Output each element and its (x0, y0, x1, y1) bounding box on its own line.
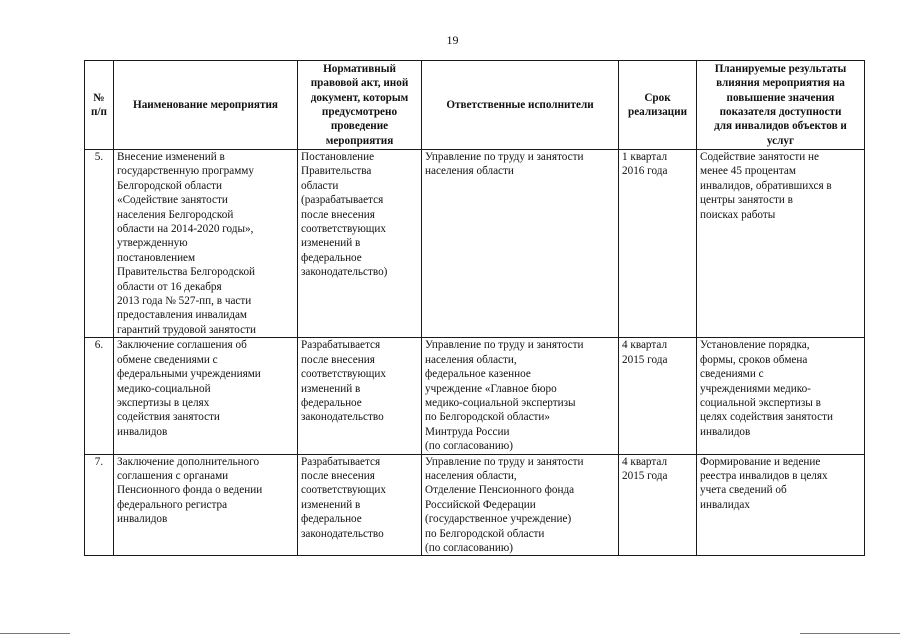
cell-text-line: соответствующих (301, 484, 387, 497)
cell-text-line: Заключение дополнительного (117, 455, 260, 468)
cell-text-line: по Белгородской области» (425, 411, 551, 424)
row-number: 7. (85, 454, 114, 556)
scan-edge-mark (800, 633, 900, 634)
cell-text-line: федеральное (301, 396, 362, 409)
table-row (85, 150, 865, 338)
cell-text-line: «Содействие занятости (117, 194, 228, 207)
implementation-term (619, 338, 697, 454)
cell-text-line: формы, сроков обмена (700, 353, 808, 366)
responsible-executors (422, 338, 619, 454)
implementation-term (619, 150, 697, 338)
cell-text-line: федеральное (301, 251, 362, 264)
cell-text-line: Ответственные исполнители (446, 98, 594, 111)
cell-text-line: влияния мероприятия на (716, 77, 845, 90)
cell-text-line: Разрабатывается (301, 455, 381, 468)
cell-text-line: Постановление (301, 151, 375, 163)
responsible-executors (422, 150, 619, 338)
header-result (697, 61, 865, 150)
cell-text-line: № (93, 91, 105, 104)
table-row (85, 338, 865, 454)
cell-text-line: соответствующих (301, 223, 387, 236)
cell-text-line: реестра инвалидов в целях (700, 469, 828, 482)
cell-text-line: медико-социальной (117, 382, 211, 395)
cell-text-line: гарантий трудовой занятости (117, 323, 256, 336)
cell-text-line: Правительства (301, 165, 372, 178)
measure-name (114, 454, 298, 556)
cell-text-line: показателя доступности (719, 106, 842, 118)
cell-text-line: правовой акт, иной (310, 77, 409, 90)
cell-text-line: Содействие занятости не (700, 151, 819, 163)
page-number: 19 (446, 33, 459, 47)
cell-text-line: обмене сведениями с (117, 353, 218, 366)
cell-text-line: изменений в (301, 237, 361, 250)
row-number: 6. (85, 338, 114, 454)
cell-text-line: центры занятости в (700, 194, 793, 207)
cell-text-line: области от 16 декабря (117, 280, 222, 293)
header-act (298, 61, 422, 150)
legal-act (298, 150, 422, 338)
cell-text-line: федеральное казенное (425, 368, 531, 381)
cell-text-line: инвалидах (700, 498, 750, 511)
cell-text-line: Управление по труду и занятости (425, 151, 584, 163)
cell-text-line: Белгородской области (117, 179, 223, 192)
cell-text-line: Наименование мероприятия (133, 98, 278, 111)
implementation-term (619, 454, 697, 556)
cell-text-line: Отделение Пенсионного фонда (425, 484, 575, 497)
cell-text-line: законодательство (301, 527, 384, 540)
header-term (619, 61, 697, 150)
cell-text-line: области на 2014-2020 годы», (117, 223, 254, 236)
cell-text-line: по Белгородской области (425, 527, 545, 540)
cell-text-line: медико-социальной экспертизы (425, 396, 576, 409)
cell-text-line: Внесение изменений в (117, 151, 225, 163)
cell-text-line: повышение значения (726, 91, 835, 104)
cell-text-line: 2015 года (622, 469, 668, 482)
cell-text-line: после внесения (301, 353, 375, 366)
cell-text-line: населения области, (425, 353, 517, 366)
cell-text-line: федерального регистра (117, 498, 228, 511)
cell-text-line: соглашения с органами (117, 469, 229, 482)
cell-text-line: Планируемые результаты (714, 62, 847, 75)
cell-text-line: целях содействия занятости (700, 411, 833, 424)
cell-text-line: Разрабатывается (301, 339, 381, 352)
cell-text-line: учета сведений об (700, 484, 787, 497)
cell-text-line: (разрабатывается (301, 194, 384, 207)
cell-text-line: учреждениями медико- (700, 382, 811, 395)
header-num (85, 61, 114, 150)
cell-text-line: содействия занятости (117, 411, 220, 424)
cell-text-line: 2013 года № 527-пп, в части (117, 295, 252, 308)
cell-text-line: законодательство (301, 411, 384, 424)
cell-text-line: для инвалидов объектов и (714, 120, 847, 133)
legal-act (298, 454, 422, 556)
cell-text-line: 4 квартал (622, 339, 668, 352)
cell-text-line: п/п (90, 106, 107, 118)
measure-name (114, 150, 298, 338)
table-header-row (85, 61, 865, 150)
cell-text-line: после внесения (301, 208, 375, 221)
cell-text-line: реализации (627, 106, 688, 118)
cell-text-line: (по согласованию) (425, 541, 513, 554)
cell-text-line: сведениями с (700, 368, 764, 381)
cell-text-line: утвержденную (117, 237, 188, 250)
cell-text-line: экспертизы в целях (117, 396, 210, 409)
cell-text-line: законодательство) (301, 266, 388, 279)
cell-text-line: соответствующих (301, 368, 387, 381)
cell-text-line: мероприятия (325, 134, 394, 147)
cell-text-line: Российской Федерации (425, 498, 536, 511)
cell-text-line: государственную программу (117, 165, 254, 178)
cell-text-line: учреждение «Главное бюро (425, 382, 557, 395)
cell-text-line: Правительства Белгородской (117, 266, 256, 279)
row-number: 5. (85, 150, 114, 338)
cell-text-line: документ, которым (310, 91, 409, 104)
cell-text-line: Управление по труду и занятости (425, 455, 584, 468)
cell-text-line: населения области (425, 165, 514, 178)
legal-act (298, 338, 422, 454)
cell-text-line: населения области, (425, 469, 517, 482)
cell-text-line: 1 квартал (622, 151, 668, 163)
cell-text-line: социальной экспертизы в (700, 396, 821, 409)
cell-text-line: изменений в (301, 382, 361, 395)
cell-text-line: Заключение соглашения об (117, 339, 247, 352)
planned-result (697, 338, 865, 454)
cell-text-line: инвалидов (117, 513, 168, 526)
cell-text-line: инвалидов, обратившихся в (700, 179, 832, 192)
cell-text-line: Пенсионного фонда о ведении (117, 484, 263, 497)
cell-text-line: (по согласованию) (425, 440, 513, 453)
cell-text-line: постановлением (117, 251, 196, 264)
cell-text-line: 4 квартал (622, 455, 668, 468)
header-name (114, 61, 298, 150)
cell-text-line: Управление по труду и занятости (425, 339, 584, 352)
table-row (85, 454, 865, 556)
cell-text-line: 2016 года (622, 165, 668, 178)
planned-result (697, 454, 865, 556)
cell-text-line: федеральными учреждениями (117, 368, 261, 381)
cell-text-line: (государственное учреждение) (425, 513, 572, 526)
cell-text-line: после внесения (301, 469, 375, 482)
scan-edge-mark (0, 633, 70, 634)
cell-text-line: изменений в (301, 498, 361, 511)
cell-text-line: предусмотрено (321, 106, 398, 118)
cell-text-line: проведение (330, 120, 389, 133)
cell-text-line: менее 45 процентам (700, 165, 796, 178)
cell-text-line: Формирование и ведение (700, 455, 821, 468)
cell-text-line: Нормативный (323, 62, 396, 75)
responsible-executors (422, 454, 619, 556)
cell-text-line: Срок (644, 91, 671, 104)
planned-result (697, 150, 865, 338)
cell-text-line: инвалидов (117, 425, 168, 438)
measures-table (84, 60, 865, 556)
cell-text-line: области (301, 179, 339, 192)
cell-text-line: Минтруда России (425, 425, 510, 438)
measure-name (114, 338, 298, 454)
cell-text-line: 2015 года (622, 353, 668, 366)
cell-text-line: населения Белгородской (117, 208, 234, 221)
cell-text-line: предоставления инвалидам (117, 309, 248, 322)
cell-text-line: инвалидов (700, 425, 751, 438)
cell-text-line: поисках работы (700, 208, 776, 221)
cell-text-line: Установление порядка, (700, 339, 810, 352)
cell-text-line: услуг (766, 134, 795, 147)
header-responsible (422, 61, 619, 150)
cell-text-line: федеральное (301, 513, 362, 526)
